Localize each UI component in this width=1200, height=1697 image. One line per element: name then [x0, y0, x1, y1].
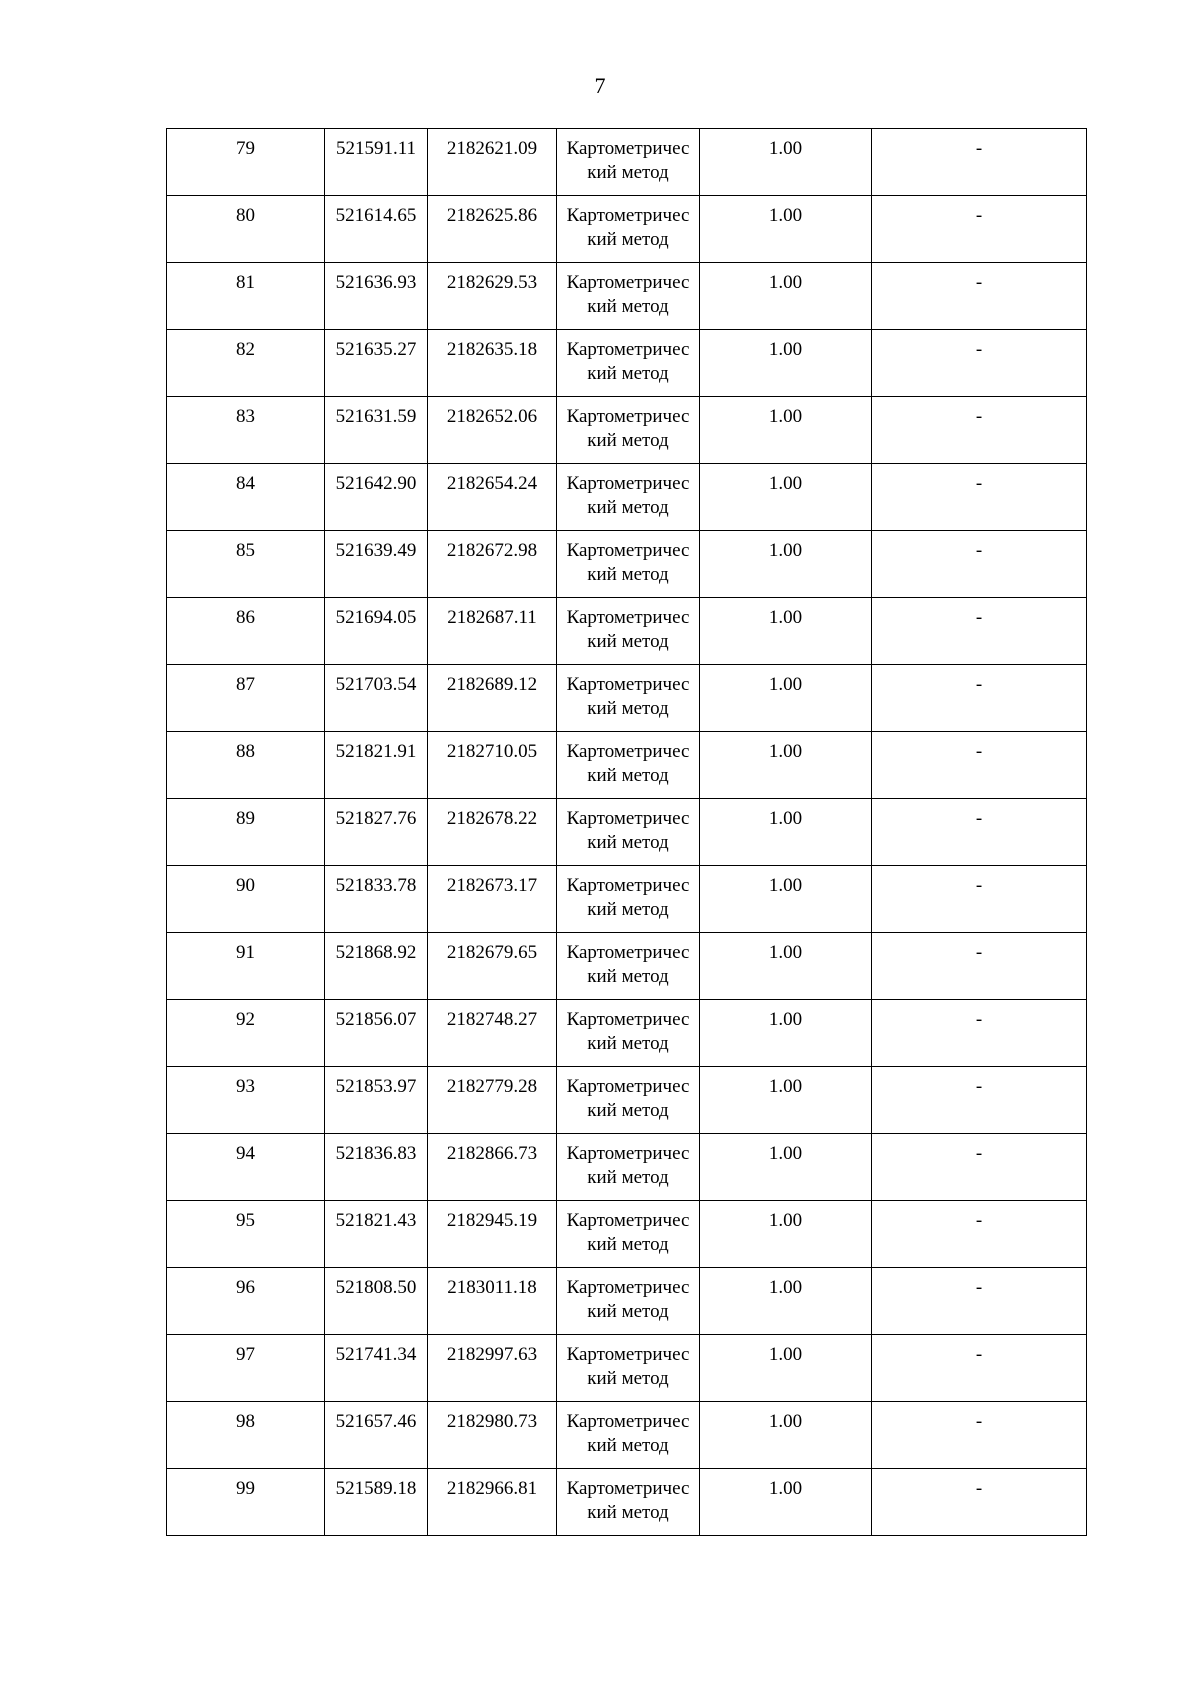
- y-coordinate-cell: 2182678.22: [428, 799, 557, 866]
- x-coordinate-cell: 521657.46: [325, 1402, 428, 1469]
- point-number-cell: 96: [167, 1268, 325, 1335]
- note-cell: -: [872, 1268, 1087, 1335]
- method-cell: [557, 598, 700, 665]
- y-coordinate-cell: 2182687.11: [428, 598, 557, 665]
- method-text: Картометрический метод: [566, 1411, 690, 1456]
- table-row: [167, 1201, 1087, 1268]
- x-coordinate-cell: 521741.34: [325, 1335, 428, 1402]
- x-coordinate-cell: 521591.11: [325, 129, 428, 196]
- accuracy-cell: 1.00: [700, 1067, 872, 1134]
- note-cell: -: [872, 1402, 1087, 1469]
- x-coordinate-cell: 521642.90: [325, 464, 428, 531]
- method-cell: [557, 397, 700, 464]
- method-text: Картометрический метод: [566, 205, 690, 250]
- note-cell: -: [872, 1000, 1087, 1067]
- y-coordinate-cell: 2182679.65: [428, 933, 557, 1000]
- note-cell: -: [872, 196, 1087, 263]
- y-coordinate-cell: 2182997.63: [428, 1335, 557, 1402]
- table-row: [167, 1268, 1087, 1335]
- accuracy-cell: 1.00: [700, 196, 872, 263]
- method-cell: [557, 933, 700, 1000]
- x-coordinate-cell: 521694.05: [325, 598, 428, 665]
- method-text: Картометрический метод: [566, 138, 690, 183]
- x-coordinate-cell: 521635.27: [325, 330, 428, 397]
- x-coordinate-cell: 521821.91: [325, 732, 428, 799]
- point-number-cell: 91: [167, 933, 325, 1000]
- y-coordinate-cell: 2182621.09: [428, 129, 557, 196]
- accuracy-cell: 1.00: [700, 330, 872, 397]
- x-coordinate-cell: 521821.43: [325, 1201, 428, 1268]
- method-text: Картометрический метод: [566, 674, 690, 719]
- y-coordinate-cell: 2183011.18: [428, 1268, 557, 1335]
- point-number-cell: 83: [167, 397, 325, 464]
- y-coordinate-cell: 2182710.05: [428, 732, 557, 799]
- table-row: [167, 1067, 1087, 1134]
- accuracy-cell: 1.00: [700, 129, 872, 196]
- note-cell: -: [872, 1134, 1087, 1201]
- method-text: Картометрический метод: [566, 339, 690, 384]
- method-text: Картометрический метод: [566, 1009, 690, 1054]
- point-number-cell: 93: [167, 1067, 325, 1134]
- table-row: [167, 196, 1087, 263]
- table-row: [167, 397, 1087, 464]
- y-coordinate-cell: 2182654.24: [428, 464, 557, 531]
- note-cell: -: [872, 1469, 1087, 1536]
- x-coordinate-cell: 521639.49: [325, 531, 428, 598]
- method-text: Картометрический метод: [566, 406, 690, 451]
- point-number-cell: 84: [167, 464, 325, 531]
- method-text: Картометрический метод: [566, 875, 690, 920]
- note-cell: -: [872, 933, 1087, 1000]
- method-cell: [557, 732, 700, 799]
- method-cell: [557, 464, 700, 531]
- x-coordinate-cell: 521853.97: [325, 1067, 428, 1134]
- x-coordinate-cell: 521808.50: [325, 1268, 428, 1335]
- accuracy-cell: 1.00: [700, 799, 872, 866]
- point-number-cell: 80: [167, 196, 325, 263]
- accuracy-cell: 1.00: [700, 732, 872, 799]
- accuracy-cell: 1.00: [700, 263, 872, 330]
- table-row: [167, 464, 1087, 531]
- note-cell: -: [872, 1067, 1087, 1134]
- method-cell: [557, 1134, 700, 1201]
- y-coordinate-cell: 2182980.73: [428, 1402, 557, 1469]
- note-cell: -: [872, 531, 1087, 598]
- point-number-cell: 99: [167, 1469, 325, 1536]
- y-coordinate-cell: 2182945.19: [428, 1201, 557, 1268]
- accuracy-cell: 1.00: [700, 1201, 872, 1268]
- table-row: [167, 263, 1087, 330]
- point-number-cell: 92: [167, 1000, 325, 1067]
- point-number-cell: 95: [167, 1201, 325, 1268]
- point-number-cell: 88: [167, 732, 325, 799]
- point-number-cell: 98: [167, 1402, 325, 1469]
- method-cell: [557, 330, 700, 397]
- note-cell: -: [872, 598, 1087, 665]
- method-cell: [557, 1201, 700, 1268]
- method-text: Картометрический метод: [566, 808, 690, 853]
- method-cell: [557, 1000, 700, 1067]
- table-row: [167, 129, 1087, 196]
- method-cell: [557, 799, 700, 866]
- accuracy-cell: 1.00: [700, 397, 872, 464]
- point-number-cell: 90: [167, 866, 325, 933]
- point-number-cell: 86: [167, 598, 325, 665]
- method-cell: [557, 1067, 700, 1134]
- method-cell: [557, 129, 700, 196]
- accuracy-cell: 1.00: [700, 665, 872, 732]
- table-row: [167, 1134, 1087, 1201]
- method-cell: [557, 263, 700, 330]
- note-cell: -: [872, 732, 1087, 799]
- method-cell: [557, 196, 700, 263]
- accuracy-cell: 1.00: [700, 1469, 872, 1536]
- table-row: [167, 665, 1087, 732]
- point-number-cell: 94: [167, 1134, 325, 1201]
- method-text: Картометрический метод: [566, 272, 690, 317]
- table-row: [167, 732, 1087, 799]
- method-cell: [557, 1402, 700, 1469]
- method-text: Картометрический метод: [566, 540, 690, 585]
- note-cell: -: [872, 129, 1087, 196]
- note-cell: -: [872, 397, 1087, 464]
- point-number-cell: 79: [167, 129, 325, 196]
- accuracy-cell: 1.00: [700, 1335, 872, 1402]
- method-text: Картометрический метод: [566, 741, 690, 786]
- method-text: Картометрический метод: [566, 1277, 690, 1322]
- table-row: [167, 866, 1087, 933]
- table-row: [167, 1335, 1087, 1402]
- x-coordinate-cell: 521833.78: [325, 866, 428, 933]
- x-coordinate-cell: 521636.93: [325, 263, 428, 330]
- method-cell: [557, 531, 700, 598]
- method-text: Картометрический метод: [566, 942, 690, 987]
- point-number-cell: 82: [167, 330, 325, 397]
- y-coordinate-cell: 2182779.28: [428, 1067, 557, 1134]
- point-number-cell: 85: [167, 531, 325, 598]
- page-number: 7: [594, 73, 606, 98]
- accuracy-cell: 1.00: [700, 531, 872, 598]
- table-row: [167, 1469, 1087, 1536]
- note-cell: -: [872, 464, 1087, 531]
- table-row: [167, 531, 1087, 598]
- table-body: [167, 129, 1087, 1536]
- y-coordinate-cell: 2182689.12: [428, 665, 557, 732]
- method-cell: [557, 1469, 700, 1536]
- method-text: Картометрический метод: [566, 1143, 690, 1188]
- table-row: [167, 1000, 1087, 1067]
- table-row: [167, 598, 1087, 665]
- note-cell: -: [872, 263, 1087, 330]
- point-number-cell: 81: [167, 263, 325, 330]
- y-coordinate-cell: 2182966.81: [428, 1469, 557, 1536]
- method-text: Картометрический метод: [566, 1344, 690, 1389]
- table-row: [167, 330, 1087, 397]
- accuracy-cell: 1.00: [700, 464, 872, 531]
- accuracy-cell: 1.00: [700, 1000, 872, 1067]
- accuracy-cell: 1.00: [700, 866, 872, 933]
- point-number-cell: 97: [167, 1335, 325, 1402]
- accuracy-cell: 1.00: [700, 1268, 872, 1335]
- note-cell: -: [872, 1335, 1087, 1402]
- x-coordinate-cell: 521589.18: [325, 1469, 428, 1536]
- y-coordinate-cell: 2182625.86: [428, 196, 557, 263]
- y-coordinate-cell: 2182672.98: [428, 531, 557, 598]
- table-row: [167, 1402, 1087, 1469]
- note-cell: -: [872, 866, 1087, 933]
- y-coordinate-cell: 2182748.27: [428, 1000, 557, 1067]
- method-cell: [557, 665, 700, 732]
- x-coordinate-cell: 521856.07: [325, 1000, 428, 1067]
- method-text: Картометрический метод: [566, 473, 690, 518]
- method-text: Картометрический метод: [566, 1210, 690, 1255]
- y-coordinate-cell: 2182673.17: [428, 866, 557, 933]
- accuracy-cell: 1.00: [700, 598, 872, 665]
- point-number-cell: 89: [167, 799, 325, 866]
- y-coordinate-cell: 2182635.18: [428, 330, 557, 397]
- accuracy-cell: 1.00: [700, 1134, 872, 1201]
- note-cell: -: [872, 330, 1087, 397]
- x-coordinate-cell: 521631.59: [325, 397, 428, 464]
- point-number-cell: 87: [167, 665, 325, 732]
- accuracy-cell: 1.00: [700, 933, 872, 1000]
- note-cell: -: [872, 799, 1087, 866]
- coordinates-table: [166, 128, 1087, 1536]
- table-row: [167, 799, 1087, 866]
- x-coordinate-cell: 521703.54: [325, 665, 428, 732]
- y-coordinate-cell: 2182629.53: [428, 263, 557, 330]
- note-cell: -: [872, 665, 1087, 732]
- method-cell: [557, 1268, 700, 1335]
- y-coordinate-cell: 2182652.06: [428, 397, 557, 464]
- y-coordinate-cell: 2182866.73: [428, 1134, 557, 1201]
- x-coordinate-cell: 521614.65: [325, 196, 428, 263]
- x-coordinate-cell: 521827.76: [325, 799, 428, 866]
- method-cell: [557, 866, 700, 933]
- method-text: Картометрический метод: [566, 607, 690, 652]
- table-row: [167, 933, 1087, 1000]
- method-cell: [557, 1335, 700, 1402]
- x-coordinate-cell: 521836.83: [325, 1134, 428, 1201]
- x-coordinate-cell: 521868.92: [325, 933, 428, 1000]
- accuracy-cell: 1.00: [700, 1402, 872, 1469]
- method-text: Картометрический метод: [566, 1478, 690, 1523]
- method-text: Картометрический метод: [566, 1076, 690, 1121]
- note-cell: -: [872, 1201, 1087, 1268]
